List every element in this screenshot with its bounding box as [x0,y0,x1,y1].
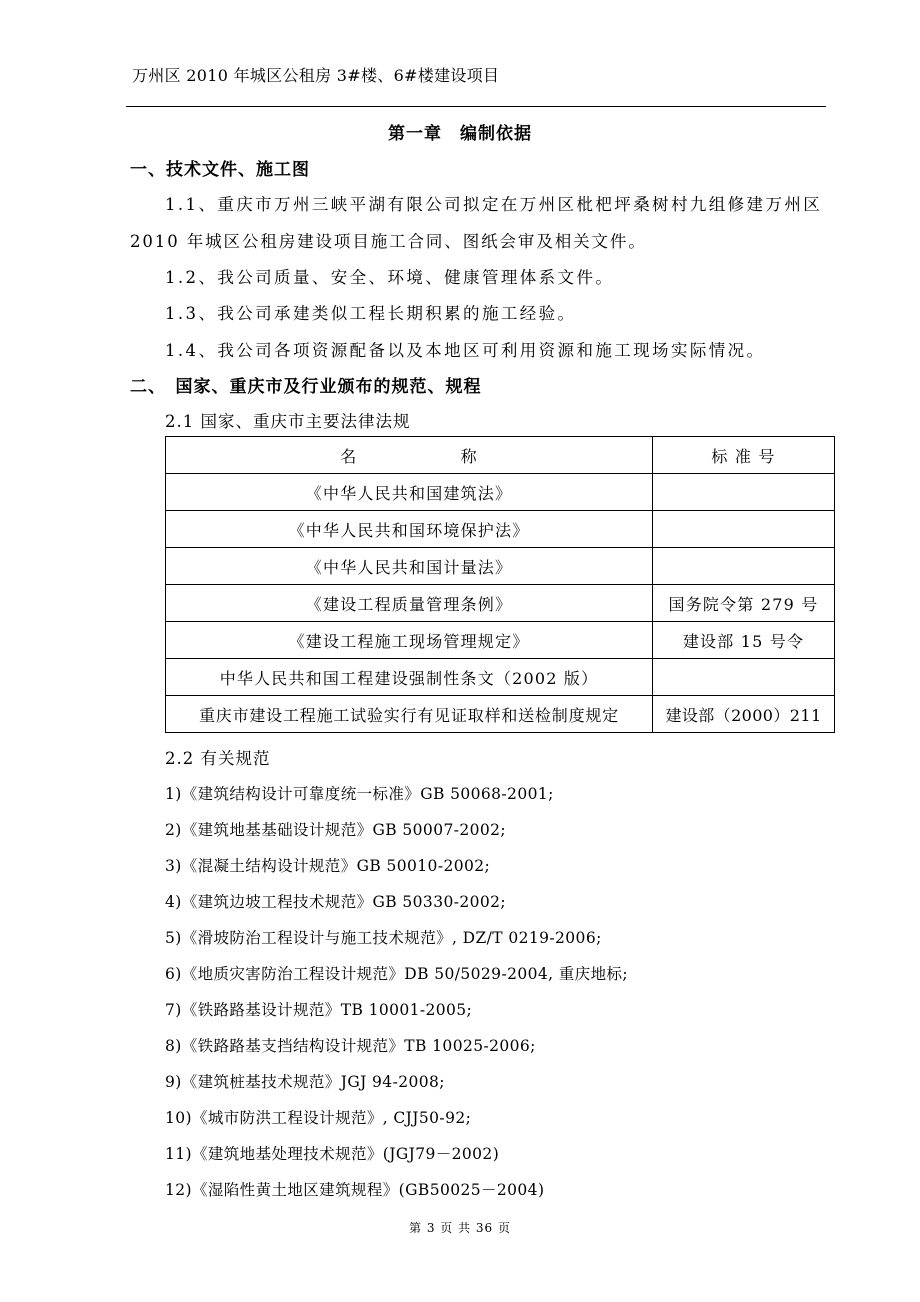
standard-item: 8)《铁路路基支挡结构设计规范》TB 10025-2006; [165,1037,536,1055]
table-header-code: 标 准 号 [653,437,835,474]
law-name: 重庆市建设工程施工试验实行有见证取样和送检制度规定 [166,696,653,733]
law-name: 《建设工程质量管理条例》 [166,585,653,622]
law-code: 国务院令第 279 号 [653,585,835,622]
standard-item: 9)《建筑桩基技术规范》JGJ 94-2008; [165,1073,445,1091]
law-code [653,659,835,696]
paragraph-1-2: 1.2、我公司质量、安全、环境、健康管理体系文件。 [165,268,615,287]
standard-item: 4)《建筑边坡工程技术规范》GB 50330-2002; [165,893,507,911]
paragraph-1-1-line-1: 1.1、重庆市万州三峡平湖有限公司拟定在万州区枇杷坪桑树村九组修建万州区 [165,195,823,214]
law-code [653,548,835,585]
table-header-row [166,437,835,474]
standard-item: 6)《地质灾害防治工程设计规范》DB 50/5029-2004, 重庆地标; [165,965,629,983]
law-code: 建设部 15 号令 [653,622,835,659]
standard-item: 3)《混凝土结构设计规范》GB 50010-2002; [165,857,491,875]
law-name: 《中华人民共和国计量法》 [166,548,653,585]
law-code [653,474,835,511]
law-name: 《中华人民共和国建筑法》 [166,474,653,511]
standard-item: 1)《建筑结构设计可靠度统一标准》GB 50068-2001; [165,785,554,803]
paragraph-1-4: 1.4、我公司各项资源配备以及本地区可利用资源和施工现场实际情况。 [165,341,766,360]
laws-table [165,436,835,733]
standard-item: 12)《湿陷性黄土地区建筑规程》(GB50025－2004) [165,1181,545,1199]
law-code [653,511,835,548]
standard-item: 5)《滑坡防治工程设计与施工技术规范》, DZ/T 0219-2006; [165,929,602,947]
page-header: 万州区 2010 年城区公租房 3#楼、6#楼建设项目 [132,66,500,85]
page-footer: 第 3 页 共 36 页 [409,1221,511,1235]
table-row [166,622,835,659]
section-2-heading: 二、 国家、重庆市及行业颁布的规范、规程 [130,377,482,397]
paragraph-1-3: 1.3、我公司承建类似工程长期积累的施工经验。 [165,304,577,323]
table-header-name: 名 称 [166,437,653,474]
header-rule [126,106,826,107]
law-code: 建设部（2000）211 [653,696,835,733]
table-row [166,548,835,585]
standard-item: 7)《铁路路基设计规范》TB 10001-2005; [165,1001,473,1019]
standard-item: 11)《建筑地基处理技术规范》(JGJ79－2002) [165,1145,500,1163]
law-name: 《建设工程施工现场管理规定》 [166,622,653,659]
subsection-2-1: 2.1 国家、重庆市主要法律法规 [165,412,411,431]
table-row [166,696,835,733]
table-row [166,511,835,548]
subsection-2-2: 2.2 有关规范 [165,749,271,768]
law-name: 中华人民共和国工程建设强制性条文（2002 版） [166,659,653,696]
paragraph-1-1-line-2: 2010 年城区公租房建设项目施工合同、图纸会审及相关文件。 [130,232,647,251]
table-row [166,659,835,696]
table-row [166,585,835,622]
section-1-heading: 一、技术文件、施工图 [130,160,310,180]
standard-item: 2)《建筑地基基础设计规范》GB 50007-2002; [165,821,507,839]
standard-item: 10)《城市防洪工程设计规范》, CJJ50-92; [165,1109,472,1127]
chapter-title: 第一章 编制依据 [388,124,532,144]
table-row [166,474,835,511]
law-name: 《中华人民共和国环境保护法》 [166,511,653,548]
